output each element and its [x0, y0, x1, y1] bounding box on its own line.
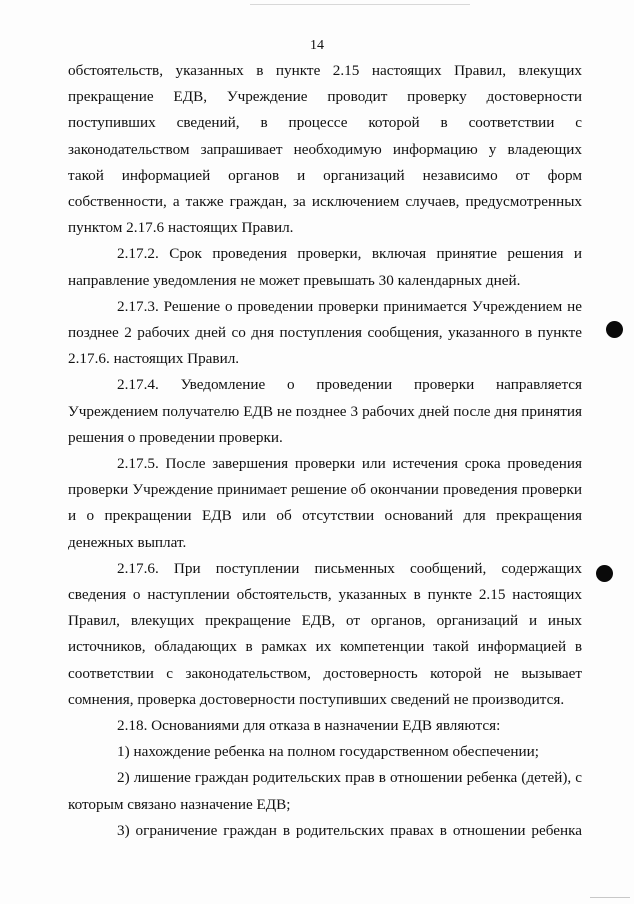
list-item-1: 1) нахождение ребенка на полном государственном обеспечении;	[117, 743, 540, 761]
list-item-2: 2) лишение граждан родительских прав в отношении ребенка (детей), с которым связано назначение ЕДВ;	[68, 769, 582, 813]
scan-artifact-line	[250, 4, 470, 5]
paragraph-2-17-2: 2.17.2. Срок проведения проверки, включая принятие решения и направление уведомления не может превышать 30 календарных дней.	[68, 245, 582, 289]
paragraph-2-17-6: 2.17.6. При поступлении письменных сообщений, содержащих сведения о наступлении обстоятельств, указанных в пункте 2.15 настоящих Правил, влекущих прекращение ЕДВ, от органов, организаций и иных источников, обладающих в рамках их компетенции такой информацией в соответствии с законодательством, достоверность которой не вызывает сомнения, проверка достоверности поступивших сведений не производится.	[68, 559, 582, 708]
punch-hole-mark	[606, 321, 623, 338]
paragraph-2-18: 2.18. Основаниями для отказа в назначении ЕДВ являются:	[117, 717, 501, 735]
paragraph-2-17-4: 2.17.4. Уведомление о проведении проверки направляется Учреждением получателю ЕДВ не позднее 3 рабочих дней после дня принятия решения о проведении проверки.	[68, 376, 582, 446]
paragraph-2-17-3: 2.17.3. Решение о проведении проверки принимается Учреждением не позднее 2 рабочих дней со дня поступления сообщения, указанного в пункте 2.17.6. настоящих Правил.	[68, 297, 582, 368]
punch-hole-mark	[596, 565, 613, 582]
document-body	[68, 58, 582, 844]
scan-artifact-line	[590, 897, 630, 898]
paragraph-continuation: обстоятельств, указанных в пункте 2.15 настоящих Правил, влекущих прекращение ЕДВ, Учреждение проводит проверку достоверности поступивших сведений, в процессе которой в соответствии с законодательством запрашивает необходимую информацию у владеющих такой информацией органов и организаций независимо от форм собственности, а также граждан, за исключением случаев, предусмотренных пунктом 2.17.6 настоящих Правил.	[68, 62, 582, 237]
paragraph-2-17-5: 2.17.5. После завершения проверки или истечения срока проведения проверки Учреждение принимает решение об окончании проведения проверки и о прекращении ЕДВ или об отсутствии оснований для прекращения денежных выплат.	[68, 455, 582, 551]
list-item-3: 3) ограничение граждан в родительских правах в отношении ребенка	[117, 821, 582, 839]
page-number: 14	[310, 38, 324, 53]
